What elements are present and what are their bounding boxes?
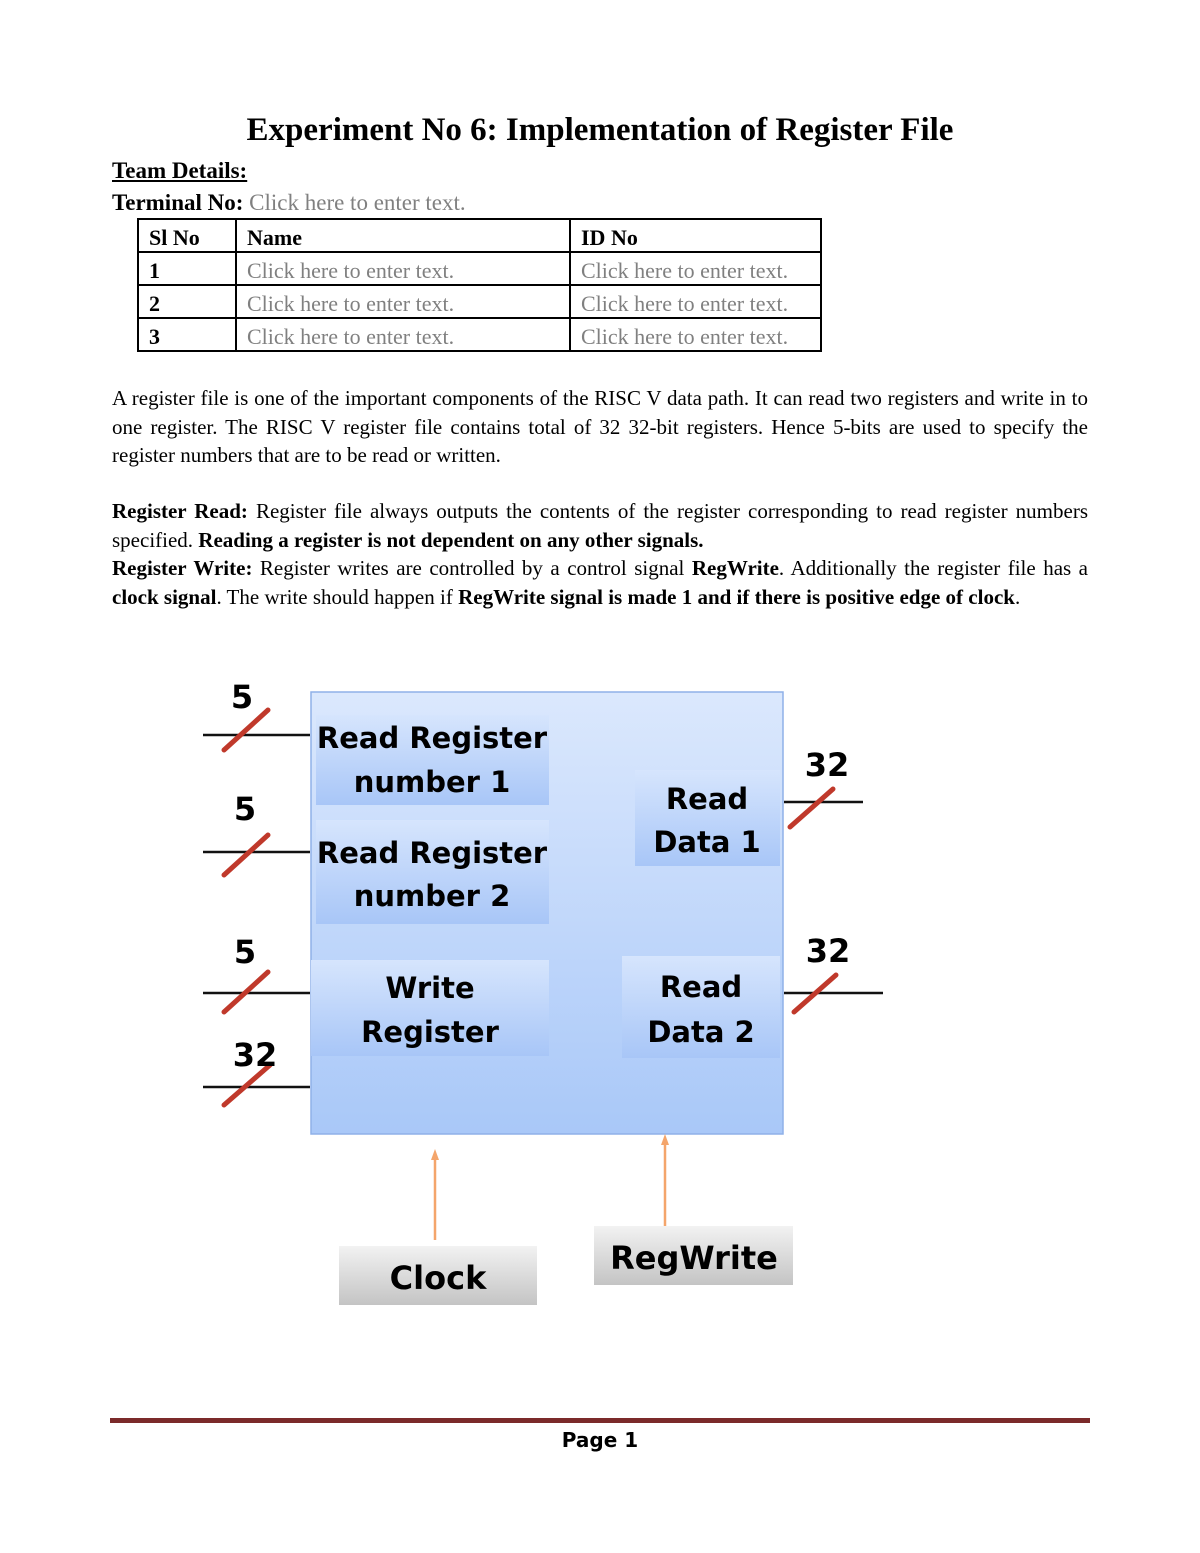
read-data-2-box [622, 956, 780, 1058]
read-register-2-label: Read Register [316, 836, 548, 870]
clock-label: Clock [389, 1259, 487, 1297]
register-read-text: Register file always outputs the contents of the register corresponding to read register numbers specified. [112, 499, 1088, 552]
bus-width-label: 5 [230, 678, 254, 716]
header-id-no: ID No [570, 219, 821, 252]
name-input[interactable]: Click here to enter text. [236, 318, 570, 351]
register-description [112, 497, 1088, 611]
read-data-1-label: Data 1 [653, 825, 761, 859]
input-bus-read-reg-2 [203, 790, 310, 875]
table-header-row [138, 219, 821, 252]
output-bus-read-data-1 [784, 746, 863, 827]
id-input[interactable]: Click here to enter text. [570, 285, 821, 318]
sl-cell: 2 [138, 285, 236, 318]
regwrite-label: RegWrite [610, 1239, 778, 1277]
table-row [138, 285, 821, 318]
terminal-input[interactable]: Click here to enter text. [249, 190, 466, 215]
bus-width-label: 32 [804, 746, 850, 784]
table-row [138, 252, 821, 285]
name-input[interactable]: Click here to enter text. [236, 252, 570, 285]
read-data-2-label: Data 2 [647, 1015, 755, 1049]
bus-width-label: 32 [232, 1036, 278, 1074]
read-data-1-box [635, 770, 780, 866]
read-register-1-box [316, 715, 549, 805]
sl-cell: 3 [138, 318, 236, 351]
terminal-label: Terminal No: [112, 190, 244, 215]
write-condition: RegWrite signal is made 1 and if there is positive edge of clock [458, 584, 1015, 609]
read-register-2-label: number 2 [353, 879, 511, 913]
regwrite-arrow [661, 1134, 669, 1226]
bus-width-label: 5 [233, 933, 257, 971]
table-row [138, 318, 821, 351]
clock-box [339, 1246, 537, 1305]
footer-divider [110, 1418, 1090, 1423]
id-input[interactable]: Click here to enter text. [570, 318, 821, 351]
read-data-2-label: Read [659, 970, 743, 1004]
name-input[interactable]: Click here to enter text. [236, 285, 570, 318]
team-table [137, 218, 822, 352]
write-register-box [311, 960, 549, 1056]
register-read-bold: Reading a register is not dependent on any other signals. [198, 527, 704, 552]
register-write-text: Register writes are controlled by a control signal [252, 556, 692, 580]
header-sl-no: Sl No [138, 219, 236, 252]
bus-width-label: 32 [805, 932, 851, 970]
input-bus-read-reg-1 [203, 678, 310, 750]
page-number: Page 1 [561, 1428, 639, 1452]
register-write-label: Register Write: [112, 556, 253, 580]
read-data-1-label: Read [665, 782, 749, 816]
input-bus-write-reg [203, 933, 310, 1012]
read-register-1-label: number 1 [353, 765, 511, 799]
write-register-label: Register [361, 1015, 499, 1049]
register-file-diagram [0, 660, 1200, 1340]
regwrite-term: RegWrite [691, 556, 779, 580]
sl-cell: 1 [138, 252, 236, 285]
clock-arrow [431, 1149, 439, 1240]
regwrite-box [594, 1226, 793, 1285]
bus-width-label: 5 [233, 790, 257, 828]
intro-paragraph: A register file is one of the important components of the RISC V data path. It can read two registers and write in to one register. The RISC V register file contains total of 32 32-bit registers. Hence 5-bits are used to specify the register numbers that are to be read or written. [112, 386, 1088, 467]
team-details-heading: Team Details: [112, 158, 248, 183]
header-name: Name [236, 219, 570, 252]
output-bus-read-data-2 [784, 932, 883, 1012]
page-title: Experiment No 6: Implementation of Register File [246, 112, 954, 148]
register-write-text: . The write should happen if [216, 584, 459, 609]
register-write-text: . [1014, 584, 1021, 609]
read-register-1-label: Read Register [316, 721, 548, 755]
input-bus-write-data [203, 1036, 310, 1105]
register-read-label: Register Read: [112, 499, 248, 523]
id-input[interactable]: Click here to enter text. [570, 252, 821, 285]
read-register-2-box [316, 820, 549, 924]
clock-signal-term: clock signal [112, 584, 217, 609]
write-register-label: Write [385, 971, 475, 1005]
terminal-row [112, 190, 466, 216]
register-write-text: . Additionally the register file has a [778, 556, 1088, 580]
